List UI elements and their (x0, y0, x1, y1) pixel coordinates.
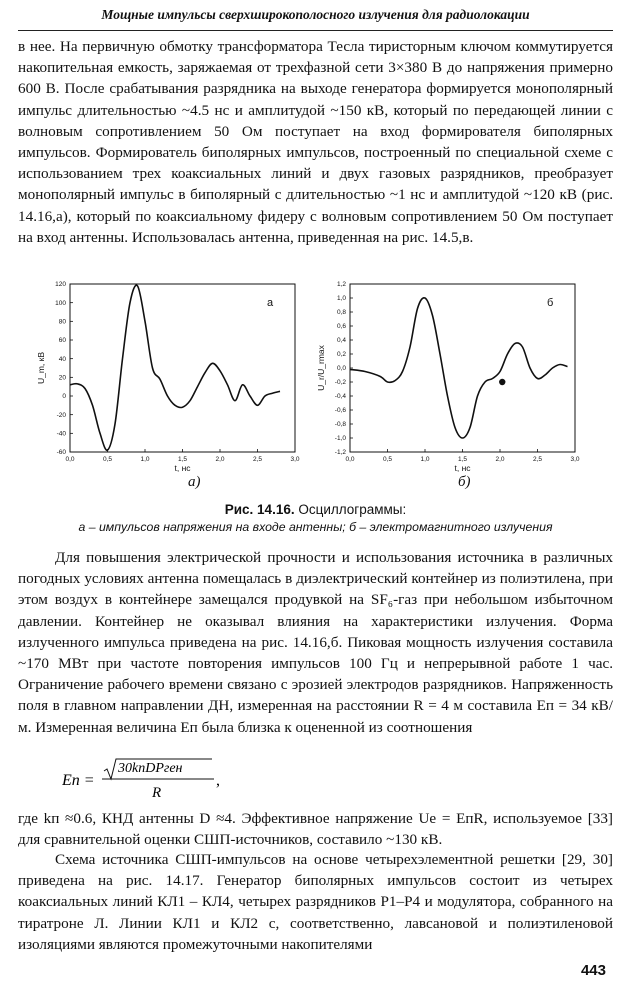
panel-b-xtick-label: 0,5 (382, 456, 393, 463)
panel-b-xlabel: t, нс (454, 463, 471, 473)
panel-a-xlabel: t, нс (174, 463, 191, 473)
panel-a-ytick-label: 40 (58, 355, 66, 363)
panel-b-xtick-label: 3,0 (570, 456, 580, 463)
formula-numerator: 30kпDPген (118, 761, 183, 776)
page-number: 443 (580, 962, 606, 979)
panel-b-ytick-label: -0,2 (334, 379, 346, 387)
panel-b-ink-spot (499, 379, 505, 385)
paragraph-2: Для повышения электрической прочности и использования источника в различных погодных условиях антенна помещалась в диэлектрический контейнер из полиэтилена, при этом воздух в контейнере замещался продувкой на SF₆-газ при небольшом избыточном давлении. Контейнер не оказывал влияния на характеристики излучения. Форма излученного импульса приведена на рис. 14.16,б. Пиковая мощность излучения составила ~170 МВт при частоте повторения импульсов 100 Гц и непрерывной работе 1 час. Ограничение рабочего времени связано с эрозией электродов разрядников. Напряженность поля в главном направлении ДН, измеренная на расстоянии R = 4 м составила Eп = 34 кВ/м. Измеренная величина Eп была близка к оцененной из соотношения (18, 549, 613, 736)
panel-b-xtick-label: 0,0 (345, 456, 355, 463)
formula-lhs: Eп = (62, 772, 95, 789)
panel-b-ytick-label: -1,2 (334, 449, 346, 457)
panel-b-ytick-label: 0,6 (336, 323, 346, 331)
panel-b-xtick-label: 1,5 (457, 456, 468, 463)
panel-a-ytick-label: -20 (56, 411, 66, 419)
panel-a-ytick-label: 100 (55, 299, 66, 307)
panel-b-xtick-label: 2,0 (495, 456, 505, 463)
field-formula (62, 755, 262, 803)
panel-a-xtick-label: 1,5 (177, 456, 188, 463)
running-header: Мощные импульсы сверхширокополосного излучения для радиолокации (18, 4, 613, 31)
panel-a-xtick-label: 2,0 (215, 456, 225, 463)
panel-a-ytick-label: 80 (58, 318, 66, 326)
oscillogram-figure (18, 262, 613, 502)
panel-a-ylabel: U_m, кВ (36, 351, 46, 385)
panel-a-xtick-label: 2,5 (252, 456, 263, 463)
panel-a-ytick-label: 20 (58, 374, 66, 382)
panel-a-xtick-label: 0,5 (102, 456, 113, 463)
paragraph-1: в нее. На первичную обмотку трансформатора Тесла тиристорным ключом коммутируется накопительная емкость, заряжаемая от трехфазной сети 3×380 В до напряжения примерно 600 В. После срабатывания разрядника на выходе генератора формируется монополярный импульс длительностью ~4.5 нс и амплитудой ~150 кВ, который по передающей линии с волновым сопротивлением 50 Ом поступает на вход формирователя биполярных импульсов. Формирователь биполярных импульсов, построенный по специальной схеме с использованием трех коаксиальных линий и двух газовых разрядников, преобразует монополярный импульс в биполярный с длительностью ~1 нс и амплитудой ~120 кВ (рис. 14.16,а), который по коаксиальному фидеру с волновым сопротивлением 50 Ом поступает на вход антенны. Использовалась антенна, приведенная на рис. 14.5,в. (18, 38, 613, 246)
panel-b-ytick-label: 1,2 (336, 281, 346, 289)
svg-text:,: , (216, 772, 220, 789)
panel-b-ytick-label: 0,2 (336, 351, 346, 359)
panel-b-ytick-label: 0,4 (336, 337, 346, 345)
paragraph-4: Схема источника СШП-импульсов на основе четырехэлементной решетки [29, 30] приведена на рис. 14.17. Генератор биполярных импульсов состоит из четырех коаксиальных линий КЛ1 – КЛ4, четырех разрядников Р1–Р4 и модулятора, собранного на тиратроне Л. Линии КЛ1 и КЛ2 с, соответственно, лавсановой и полиэтиленовой изоляциями являются промежуточными накопителями (18, 851, 613, 953)
panel-a-ytick-label: -60 (56, 449, 66, 457)
panel-a-xtick-label: 0,0 (65, 456, 75, 463)
caption-title: Осциллограммы: (298, 502, 407, 517)
panel-b-xtick-label: 1,0 (420, 456, 430, 463)
panel-a-xtick-label: 1,0 (140, 456, 150, 463)
subfigure-b-label: б) (458, 474, 471, 490)
panel-b-frame (350, 284, 575, 452)
panel-b-xtick-label: 2,5 (532, 456, 543, 463)
panel-a-ytick-label: 120 (55, 281, 66, 289)
panel-b-ytick-label: 0,0 (336, 365, 346, 373)
panel-b-series-line (350, 298, 568, 438)
caption-description: а – импульсов напряжения на входе антенны; б – электромагнитного излучения (78, 520, 553, 534)
panel-b-ylabel: U_r/U_rmax (316, 345, 326, 391)
panel-a-frame (70, 284, 295, 452)
panel-a-ytick-label: 60 (58, 337, 66, 345)
panel-a-ytick-label: -40 (56, 430, 66, 438)
panel-b-ytick-label: 1,0 (336, 295, 346, 303)
panel-b-ytick-label: -0,6 (334, 407, 346, 415)
panel-a-letter: а (267, 297, 274, 309)
panel-b-ytick-label: -1,0 (334, 435, 346, 443)
panel-b-ytick-label: 0,8 (336, 309, 346, 317)
panel-a-series-line (70, 285, 280, 450)
figure-caption (18, 500, 613, 536)
panel-b-ytick-label: -0,8 (334, 421, 346, 429)
panel-b-ytick-label: -0,4 (334, 393, 346, 401)
formula-denominator: R (152, 785, 162, 801)
panel-a-xtick-label: 3,0 (290, 456, 300, 463)
subfigure-a-label: а) (188, 474, 201, 490)
oscillogram-charts (18, 262, 613, 502)
panel-a-ytick-label: 0 (62, 393, 66, 401)
caption-number: Рис. 14.16. (224, 502, 295, 517)
panel-b-letter: б (547, 297, 554, 309)
paragraph-3: где kп ≈0.6, КНД антенны D ≈4. Эффективное напряжение Ue = EпR, используемое [33] для сравнительной оценки СШП-источников, составило ~130 кВ. (18, 810, 613, 849)
